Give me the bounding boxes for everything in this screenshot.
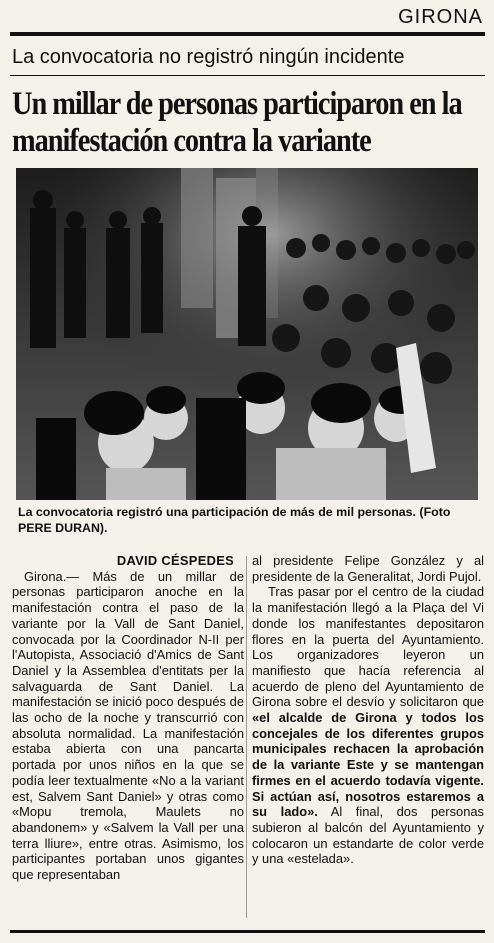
bottom-rule (10, 930, 485, 933)
byline: DAVID CÉSPEDES (116, 553, 234, 568)
article-paragraph-1: Girona.— Más de un millar de personas participaron anoche en la manifestación contra el paso de la variante por la Vall de Sant Daniel, convocada por la Coordinador N-II per l'Autopista, Associació d'Amics de Sant Daniel y la Assemblea d'entitats per la salvaguarda de Sant Daniel. La manifestación se inició poco después de las ocho de la noche y transcurrió con absoluta normalidad. La manifestación estaba abierta con una pancarta portada por unos niños en la que se podía leer textualmente «No a la variant est, Salvem Sant Daniel» y otras como «Mopu tremola, Maulets no abandonem» y «Salvem la Vall per una terra lliure», entre otras. Asimismo, los participantes portaban unos gigantes que representaban (12, 568, 244, 883)
kicker: La convocatoria no registró ningún incidente (12, 46, 405, 68)
photo-caption: La convocatoria registró una participación de más de mil personas. (Foto PERE DURAN). (18, 505, 451, 535)
article-column-left (12, 553, 244, 883)
news-photo (16, 168, 478, 500)
column-divider (246, 556, 247, 918)
section-label: GIRONA (398, 6, 483, 28)
crowd-photo-illustration (16, 168, 478, 500)
quote-bold: «el alcalde de Girona y todos los concejales de los diferentes grupos municipales rechacen la aprobación de la variante Este y se mantengan firmes en el acuerdo todavía vigente. Si actúan así, nosotros estaremos a su lado». (252, 710, 484, 820)
paragraph-2-end: Al final, dos personas subieron al balcón del Ayuntamiento y colocaron un estandarte de color verde y una «estelada». (252, 804, 484, 867)
article-paragraph-2 (252, 584, 484, 867)
article-column-right (252, 553, 484, 867)
article-paragraph-continued: al presidente Felipe González y al presidente de la Generalitat, Jordi Pujol. (252, 553, 484, 584)
paragraph-2-start: Tras pasar por el centro de la ciudad la manifestación llegó a la Plaça del Vi donde los manifestantes depositaron flores en la puerta del Ayuntamiento. Los organizadores leyeron un manifiesto que hacía referencia al acuerdo de pleno del Ayuntamiento de Girona sobre el desvío y solicitaron que (252, 584, 484, 710)
kicker-rule (10, 75, 485, 76)
section-header (10, 6, 485, 36)
headline: Un millar de personas participaron en la manifestación contra la variante (12, 86, 462, 159)
